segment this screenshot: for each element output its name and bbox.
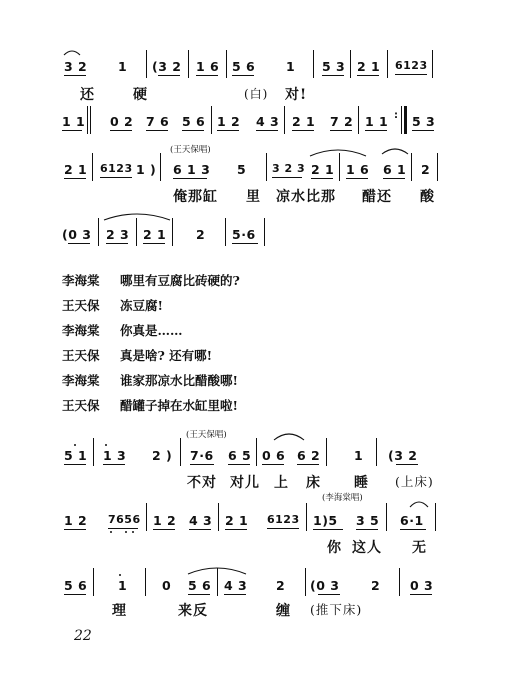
lyric: 凉水比那 <box>276 189 336 205</box>
underline-mark <box>189 529 211 530</box>
singer-cue: (王天保唱) <box>170 145 211 155</box>
note-group: 2 1 <box>292 114 316 129</box>
underline-mark <box>217 130 239 131</box>
underline-mark <box>64 75 86 76</box>
note-group: 6123 <box>395 59 428 72</box>
underline-mark <box>158 75 180 76</box>
underline-mark <box>143 243 165 244</box>
stage-direction: (推下床) <box>310 602 363 617</box>
bar-line <box>93 568 94 596</box>
underline-mark <box>383 178 405 179</box>
speaker-name: 王天保 <box>62 348 100 363</box>
bar-line <box>256 438 257 466</box>
dialogue-line <box>62 321 183 339</box>
bar-line <box>432 50 433 78</box>
underline-mark <box>292 130 314 131</box>
bar-line <box>437 153 438 181</box>
lyric: 还 <box>80 87 95 103</box>
bar-line <box>305 568 306 596</box>
underline-mark <box>103 464 125 465</box>
slur-mark <box>272 428 306 442</box>
note-group: 6123 <box>100 162 133 175</box>
note-group: 2 1 <box>143 227 167 242</box>
bar-line <box>172 218 173 246</box>
note-group: 2 1 <box>357 59 381 74</box>
underline-mark <box>313 529 343 530</box>
dialogue-text: 你真是…… <box>120 323 183 338</box>
note-group: 3 2 3 <box>272 162 306 175</box>
dialogue-line <box>62 396 238 414</box>
underline-mark <box>297 464 319 465</box>
note-group: 2 <box>371 578 381 593</box>
underline-mark <box>64 529 86 530</box>
bar-line <box>264 218 265 246</box>
slur-mark <box>408 497 430 509</box>
bar-line <box>386 503 387 531</box>
note-group: 0 3 <box>410 578 434 593</box>
dialogue-text: 谁家那凉水比醋酸哪! <box>120 373 238 388</box>
lyric: 这人 <box>352 540 382 556</box>
speaker-name: 王天保 <box>62 398 100 413</box>
underline-mark <box>225 529 247 530</box>
dialogue-line <box>62 296 163 314</box>
note-group: (3 2 <box>388 448 418 463</box>
note-group: (0 3 <box>62 227 92 242</box>
slur-mark <box>308 144 368 158</box>
note-group: 2 1 <box>225 513 249 528</box>
lyric: 缠 <box>276 603 291 619</box>
lyric: 上 <box>274 475 289 491</box>
bar-line <box>136 218 137 246</box>
note-group: (3 2 <box>152 59 182 74</box>
bar-line <box>211 106 212 134</box>
lyric: 醋还 <box>362 189 392 205</box>
note-group: 2 ) <box>152 448 173 463</box>
underline-mark <box>196 75 218 76</box>
note-group: 2 <box>196 227 206 242</box>
lyric: 对儿 <box>230 475 260 491</box>
speaker-name: 李海棠 <box>62 323 100 338</box>
singer-cue: (李海棠唱) <box>322 493 363 503</box>
lyric: 硬 <box>133 87 148 103</box>
note-group: 1 2 <box>64 513 88 528</box>
note-group: 6 1 3 <box>173 162 211 177</box>
octave-dot <box>125 531 127 533</box>
underline-mark <box>188 594 210 595</box>
bar-line <box>87 106 88 134</box>
underline-mark <box>224 594 246 595</box>
bar-line <box>217 568 218 596</box>
stage-direction: (上床) <box>395 474 434 489</box>
bar-line <box>326 438 327 466</box>
note-group: 7 6 <box>146 114 170 129</box>
note-group: 5 6 <box>232 59 256 74</box>
underline-mark <box>346 178 368 179</box>
bar-line <box>284 106 285 134</box>
note-group: 6 2 <box>297 448 321 463</box>
underline-mark <box>365 130 387 131</box>
underline-mark <box>232 75 254 76</box>
bar-line <box>401 106 402 134</box>
bar-line <box>266 153 267 181</box>
lyric: 无 <box>412 540 427 556</box>
note-group: 3 5 <box>356 513 380 528</box>
note-group: 7656 <box>108 513 141 526</box>
bar-line <box>358 106 359 134</box>
underline-mark <box>395 74 427 75</box>
note-group: 1 ) <box>136 162 157 177</box>
repeat-dots-icon: : <box>394 110 399 121</box>
note-group: 0 2 <box>110 114 134 129</box>
lyric: 对! <box>285 87 308 103</box>
note-group: 6123 <box>267 513 300 526</box>
bar-line <box>306 503 307 531</box>
underline-mark <box>64 594 86 595</box>
underline-mark <box>64 464 86 465</box>
underline-mark <box>262 464 284 465</box>
underline-mark <box>322 75 344 76</box>
note-group: 1 <box>286 59 296 74</box>
note-group: 2 <box>276 578 286 593</box>
note-group: 2 <box>421 162 431 177</box>
note-group: 7 2 <box>330 114 354 129</box>
note-group: 5·6 <box>232 227 256 242</box>
dialogue-text: 真是啥? 还有哪! <box>120 348 213 363</box>
dialogue-line <box>62 371 238 389</box>
underline-mark <box>267 528 299 529</box>
underline-mark <box>110 130 132 131</box>
bar-line <box>313 50 314 78</box>
note-group: 0 <box>162 578 172 593</box>
underline-mark <box>106 243 128 244</box>
dialogue-text: 哪里有豆腐比砖硬的? <box>120 273 240 288</box>
note-group: 0 6 <box>262 448 286 463</box>
note-group: 5 6 <box>188 578 212 593</box>
lyric: 理 <box>112 603 127 619</box>
note-group: 2 1 <box>64 162 88 177</box>
note-group: 5 <box>237 162 247 177</box>
underline-mark <box>318 594 340 595</box>
underline-mark <box>357 75 379 76</box>
bar-line <box>218 503 219 531</box>
note-group: 1 <box>118 578 128 593</box>
bar-line <box>404 106 407 134</box>
underline-mark <box>100 177 132 178</box>
note-group: 1 2 <box>217 114 241 129</box>
note-group: 4 3 <box>224 578 248 593</box>
underline-mark <box>311 178 333 179</box>
lyric: 睡 <box>354 475 369 491</box>
note-group: 7·6 <box>190 448 214 463</box>
underline-mark <box>68 243 90 244</box>
note-group: 5 3 <box>412 114 436 129</box>
bar-line <box>435 503 436 531</box>
octave-dot <box>110 531 112 533</box>
bar-line <box>146 50 147 78</box>
lyric: 俺那缸 <box>173 189 218 205</box>
underline-mark <box>356 529 378 530</box>
note-group: (0 3 <box>310 578 340 593</box>
underline-mark <box>412 130 434 131</box>
note-group: 1 <box>118 59 128 74</box>
slur-mark <box>380 144 410 156</box>
note-group: 1 2 <box>153 513 177 528</box>
note-group: 2 1 <box>311 162 335 177</box>
underline-mark <box>272 177 302 178</box>
bar-line <box>180 438 181 466</box>
note-group: 6 5 <box>228 448 252 463</box>
bar-line <box>387 50 388 78</box>
bar-line <box>90 106 91 134</box>
singer-cue: (王天保唱) <box>186 430 227 440</box>
note-group: 5 3 <box>322 59 346 74</box>
note-group: 1 <box>354 448 364 463</box>
bar-line <box>93 438 94 466</box>
note-group: 5 6 <box>182 114 206 129</box>
underline-mark <box>108 528 138 529</box>
note-group: 1)5 <box>313 513 338 528</box>
octave-dot <box>132 531 134 533</box>
note-group: 5 1 <box>64 448 88 463</box>
note-group: 1 3 <box>103 448 127 463</box>
note-group: 5 6 <box>64 578 88 593</box>
bar-line <box>160 153 161 181</box>
note-group: 1 1 <box>365 114 389 129</box>
octave-dot <box>105 444 107 446</box>
underline-mark <box>182 130 204 131</box>
underline-mark <box>173 178 207 179</box>
underline-mark <box>146 130 168 131</box>
note-group: 1 6 <box>196 59 220 74</box>
speaker-name: 王天保 <box>62 298 100 313</box>
bar-line <box>399 568 400 596</box>
slur-mark <box>62 46 82 56</box>
lyric: 酸 <box>420 189 435 205</box>
lyric: 里 <box>246 189 261 205</box>
lyric: 你 <box>327 540 342 556</box>
speaker-name: 李海棠 <box>62 373 100 388</box>
bar-line <box>92 153 93 181</box>
underline-mark <box>228 464 250 465</box>
note-group: 4 3 <box>189 513 213 528</box>
note-group: 1 6 <box>346 162 370 177</box>
underline-mark <box>256 130 278 131</box>
octave-dot <box>119 574 121 576</box>
bar-line <box>350 50 351 78</box>
lyric: 床 <box>306 475 321 491</box>
underline-mark <box>64 178 86 179</box>
bar-line <box>145 568 146 596</box>
note-group: 3 2 <box>64 59 88 74</box>
dialogue-line <box>62 346 212 364</box>
bar-line <box>146 503 147 531</box>
underline-mark <box>400 529 426 530</box>
bar-line <box>98 218 99 246</box>
underline-mark <box>330 130 352 131</box>
underline-mark <box>190 464 214 465</box>
page-number: 22 <box>74 628 92 644</box>
note-group: 1 1 <box>62 114 86 129</box>
note-group: 2 3 <box>106 227 130 242</box>
underline-mark <box>62 130 82 131</box>
bar-line <box>376 438 377 466</box>
underline-mark <box>396 464 418 465</box>
speaker-name: 李海棠 <box>62 273 100 288</box>
lyric: 不对 <box>187 475 217 491</box>
underline-mark <box>410 594 432 595</box>
underline-mark <box>232 243 258 244</box>
bar-line <box>411 153 412 181</box>
underline-mark <box>153 529 175 530</box>
note-group: 4 3 <box>256 114 280 129</box>
bar-line <box>226 50 227 78</box>
stage-direction: (白) <box>244 87 269 101</box>
octave-dot <box>74 444 76 446</box>
dialogue-text: 冻豆腐! <box>120 298 163 313</box>
dialogue-line <box>62 271 240 289</box>
dialogue-text: 醋罐子掉在水缸里啦! <box>120 398 238 413</box>
lyric: 来反 <box>178 603 208 619</box>
bar-line <box>188 50 189 78</box>
note-group: 6 1 <box>383 162 407 177</box>
bar-line <box>225 218 226 246</box>
note-group: 6·1 <box>400 513 424 528</box>
